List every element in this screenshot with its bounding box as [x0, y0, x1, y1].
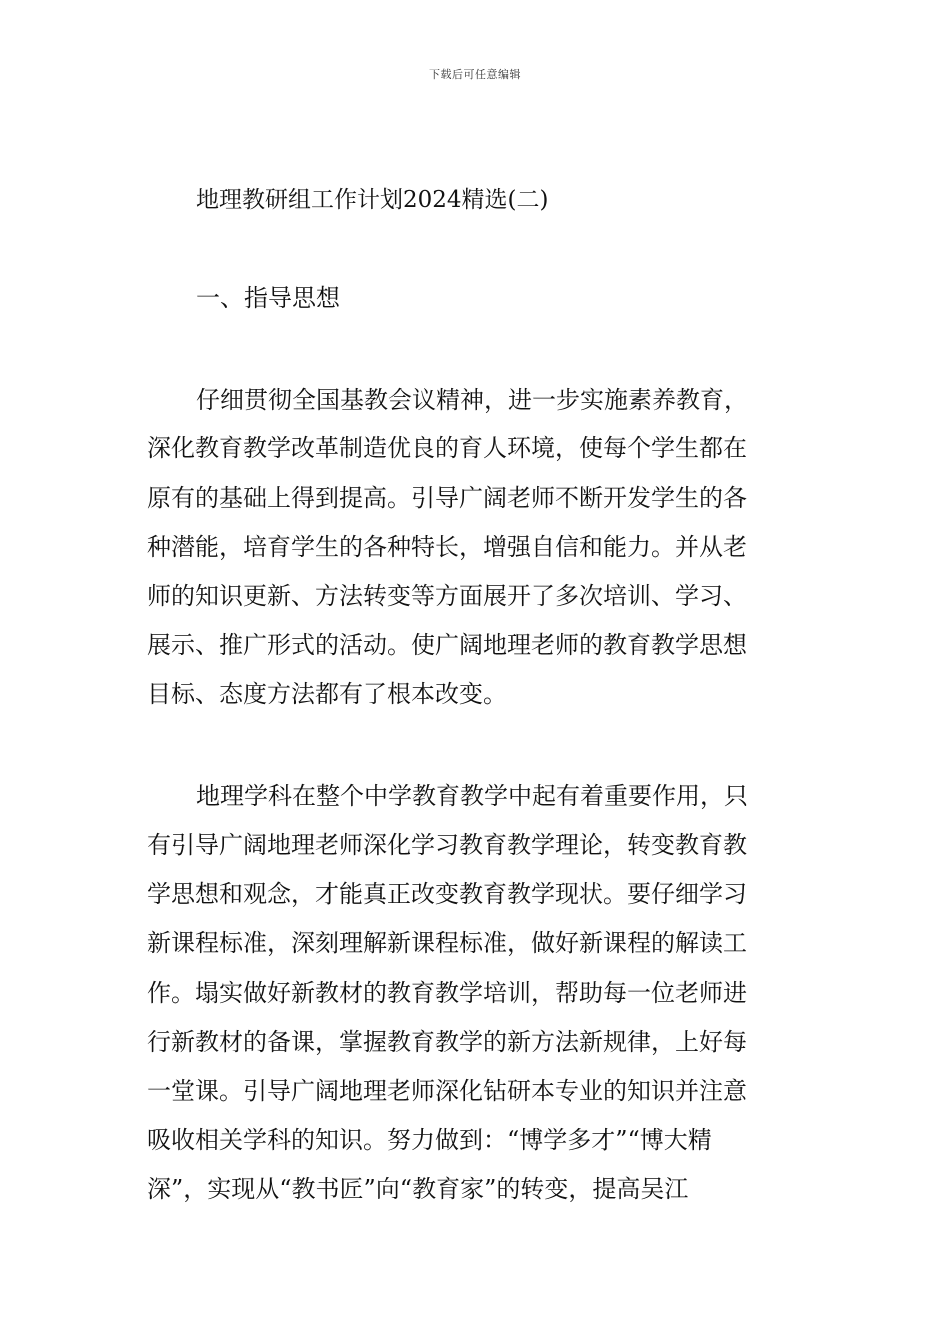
section-heading: 一、指导思想 — [196, 284, 340, 312]
paragraph-line: 有引导广阔地理老师深化学习教育教学理论，转变教育教 — [147, 831, 747, 859]
paragraph-line: 原有的基础上得到提高。引导广阔老师不断开发学生的各 — [147, 484, 747, 512]
paragraph-line: 行新教材的备课，掌握教育教学的新方法新规律，上好每 — [147, 1028, 747, 1056]
paragraph-line: 目标、态度方法都有了根本改变。 — [147, 680, 507, 708]
paragraph-line: 作。塌实做好新教材的教育教学培训，帮助每一位老师进 — [147, 979, 747, 1007]
document-title: 地理教研组工作计划2024精选(二) — [196, 187, 549, 213]
paragraph-line: 学思想和观念，才能真正改变教育教学现状。要仔细学习 — [147, 880, 747, 908]
paragraph-line: 师的知识更新、方法转变等方面展开了多次培训、学习、 — [147, 582, 747, 610]
paragraph-line: 地理学科在整个中学教育教学中起有着重要作用，只 — [196, 782, 748, 810]
header-note: 下载后可任意编辑 — [429, 68, 521, 81]
paragraph-line: 一堂课。引导广阔地理老师深化钻研本专业的知识并注意 — [147, 1077, 747, 1105]
paragraph-line: 展示、推广形式的活动。使广阔地理老师的教育教学思想 — [147, 631, 747, 659]
paragraph-line: 深化教育教学改革制造优良的育人环境，使每个学生都在 — [147, 434, 747, 462]
paragraph-line: 种潜能，培育学生的各种特长，增强自信和能力。并从老 — [147, 533, 747, 561]
paragraph-line: 吸收相关学科的知识。努力做到：“博学多才”“博大精 — [147, 1126, 712, 1154]
paragraph-line: 深”，实现从“教书匠”向“教育家”的转变，提高吴江 — [147, 1175, 689, 1203]
paragraph-line: 新课程标准，深刻理解新课程标准，做好新课程的解读工 — [147, 929, 747, 957]
paragraph-line: 仔细贯彻全国基教会议精神，进一步实施素养教育， — [196, 386, 748, 414]
